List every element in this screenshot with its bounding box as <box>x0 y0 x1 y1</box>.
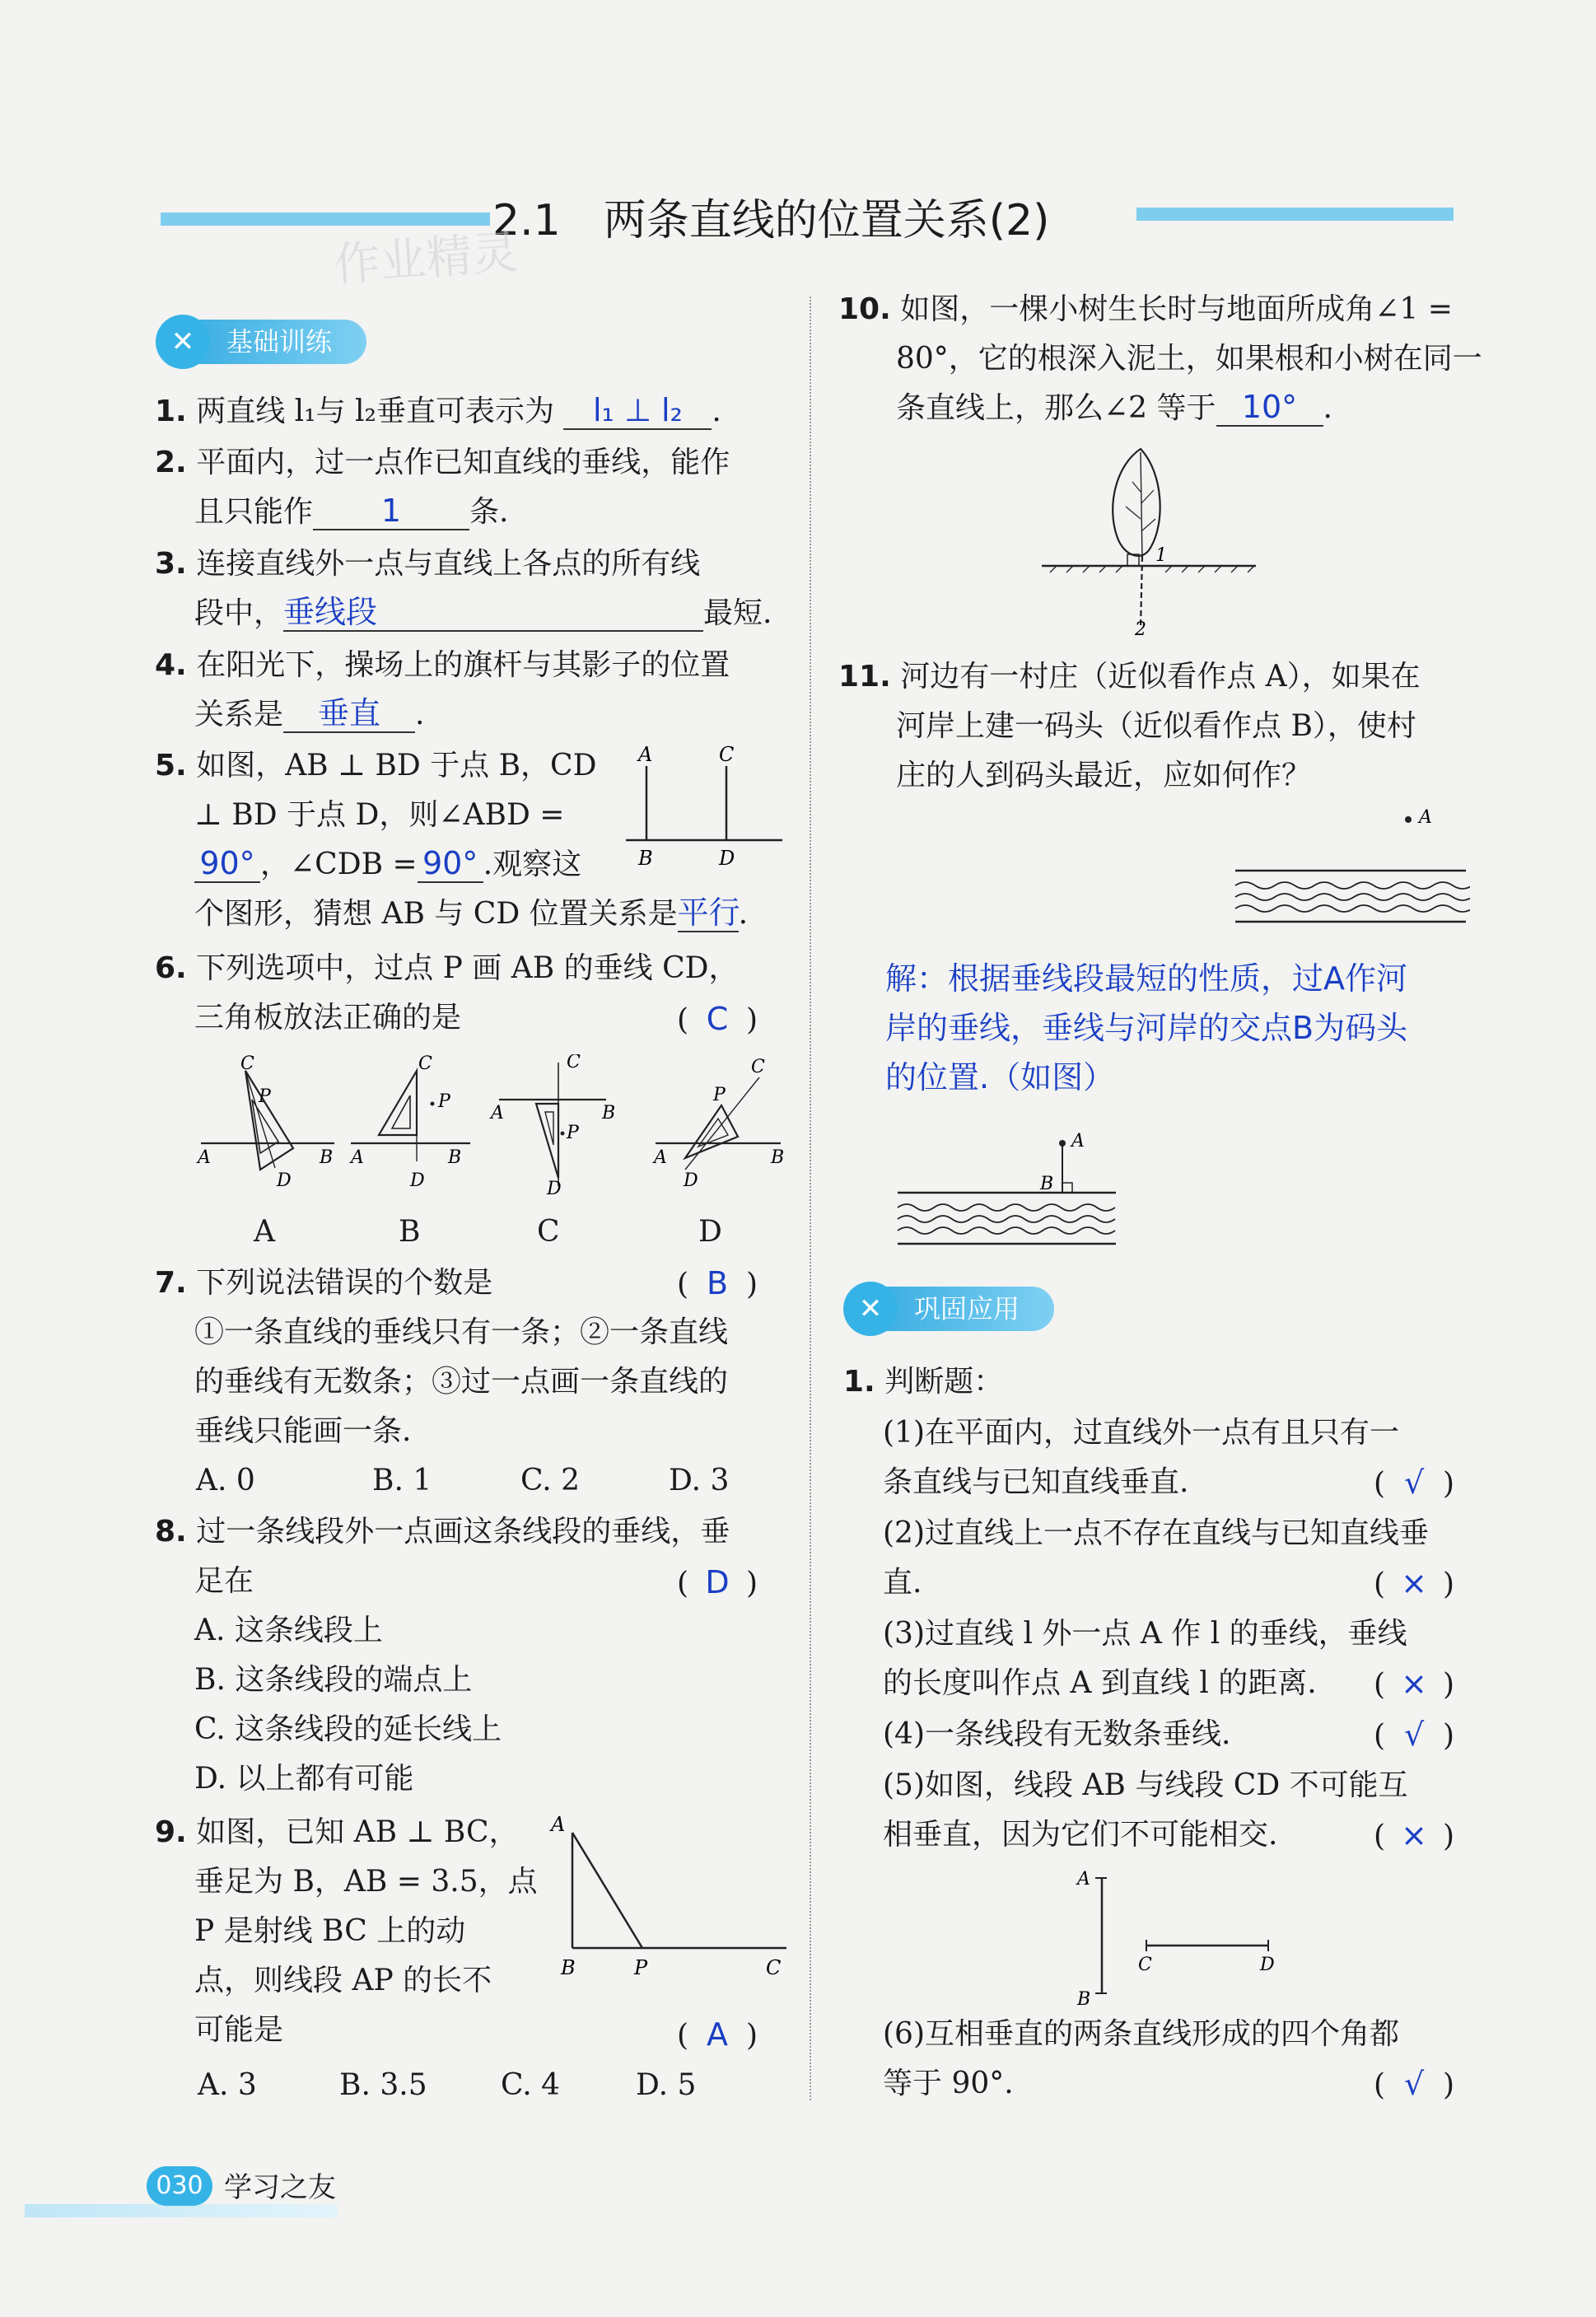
question-9: 9. 如图，已知 AB ⊥ BC， 垂足为 B，AB = 3.5，点 P 是射线 BC 上的动 点，则线段 AP 的长不 可能是 <box>155 1815 538 2047</box>
question-7-options: A. 0 B. 1 C. 2 D. 3 <box>196 1464 730 1497</box>
judge-title: 1. 判断题： <box>843 1365 1004 1399</box>
svg-text:A: A <box>551 1813 566 1836</box>
question-6: 6. 下列选项中，过点 P 画 AB 的垂线 CD， 三角板放法正确的是 <box>155 951 739 1035</box>
svg-text:P: P <box>259 1086 271 1107</box>
option-d-figure <box>652 1057 784 1191</box>
svg-text:B: B <box>602 1103 616 1123</box>
svg-text:P: P <box>567 1123 579 1143</box>
question-2: 2. 平面内，过一点作已知直线的垂线，能作 且只能作 1 条. <box>155 446 730 529</box>
figure-q10 <box>1042 441 1256 638</box>
section-badge-apply: ✕ 巩固应用 <box>848 1287 1054 1331</box>
answer-3: 垂线段 <box>283 594 703 632</box>
svg-text:B: B <box>561 1956 576 1979</box>
solution-11: 解：根据垂线段最短的性质，过A作河 岸的垂线，垂线与河岸的交点B为码头 的位置.（如图） <box>885 960 1408 1095</box>
question-8: 8. 过一条线段外一点画这条线段的垂线，垂 足在 A. 这条线段上 B. 这条线段的端点上 C. 这条线段的延长线上 D. 以上都有可能 <box>155 1515 730 1796</box>
svg-text:D: D <box>684 1170 698 1191</box>
option-a-figure <box>196 1054 334 1191</box>
svg-text:B: B <box>320 1147 334 1168</box>
question-10: 10. 如图，一棵小树生长时与地面所成角∠1 = 80°，它的根深入泥土，如果根和小树在同一 条直线上，那么∠2 等于 10° . <box>838 292 1482 425</box>
figure-judge-5 <box>1071 1863 1301 2011</box>
section-apply-icon: ✕ <box>843 1282 898 1336</box>
judge-answer-5: ( × ) <box>1374 1817 1455 1853</box>
svg-text:2: 2 <box>1135 619 1146 638</box>
watermark: 作业精灵 <box>332 226 520 292</box>
svg-text:D: D <box>277 1170 292 1191</box>
question-7-answer: ( B ) <box>677 1265 758 1301</box>
svg-text:C: C <box>567 1054 581 1072</box>
answer-1: l₁ ⊥ l₂ <box>563 392 712 430</box>
question-3: 3. 连接直线外一点与直线上各点的所有线 段中，垂线段 最短. <box>155 547 772 630</box>
svg-text:D: D <box>410 1170 425 1191</box>
option-c-figure <box>489 1054 615 1199</box>
q6-option-b: B <box>399 1215 421 1249</box>
svg-text:A: A <box>1071 1131 1085 1151</box>
option-b-figure <box>349 1054 470 1191</box>
svg-text:C: C <box>1138 1955 1152 1975</box>
question-8-answer: ( D ) <box>677 1564 758 1600</box>
svg-text:C: C <box>418 1054 432 1074</box>
answer-5a: 90° <box>194 845 260 883</box>
svg-text:B: B <box>771 1147 785 1168</box>
section-basic-icon: ✕ <box>156 315 210 369</box>
judge-answer-6: ( √ ) <box>1374 2066 1455 2102</box>
judge-answer-2: ( × ) <box>1374 1565 1455 1601</box>
svg-text:P: P <box>713 1085 726 1105</box>
column-separator <box>810 297 811 2100</box>
svg-text:P: P <box>634 1956 648 1979</box>
judge-item-5: (5)如图，线段 AB 与线段 CD 不可能互 相垂直，因为它们不可能相交. <box>883 1768 1408 1852</box>
section-badge-basic: ✕ 基础训练 <box>161 320 366 364</box>
footer-brand: 学习之友 <box>224 2171 336 2204</box>
svg-text:D: D <box>547 1179 562 1199</box>
svg-text:B: B <box>1077 1989 1091 2010</box>
q6-option-c: C <box>537 1215 560 1249</box>
figure-q9 <box>548 1808 795 1989</box>
svg-text:D: D <box>1260 1955 1275 1975</box>
label-C: C <box>719 743 735 766</box>
figure-q11-solution <box>894 1127 1124 1254</box>
svg-text:A: A <box>351 1147 364 1168</box>
page-number: 030 <box>147 2166 212 2206</box>
question-7: 7. 下列说法错误的个数是 ①一条直线的垂线只有一条；②一条直线 的垂线有无数条；③过一点画一条直线的 垂线只能画一条. <box>155 1266 729 1448</box>
svg-text:B: B <box>448 1147 462 1168</box>
svg-text:C: C <box>766 1956 782 1979</box>
label-A: A <box>638 743 653 766</box>
svg-text:A: A <box>198 1147 211 1168</box>
question-9-options: A. 3 B. 3.5 C. 4 D. 5 <box>198 2068 697 2102</box>
answer-10: 10° <box>1216 389 1323 427</box>
svg-text:1: 1 <box>1155 545 1167 566</box>
judge-answer-4: ( √ ) <box>1374 1717 1455 1753</box>
question-1: 1. 两直线 l₁与 l₂垂直可表示为 l₁ ⊥ l₂ . <box>155 392 721 428</box>
answer-5b: 90° <box>418 845 483 883</box>
question-5: 5. 如图，AB ⊥ BD 于点 B，CD ⊥ BD 于点 D，则∠ABD = 90° ，∠CDB = 90° .观察这 个图形，猜想 AB 与 CD 位置关系是平行. <box>155 749 749 931</box>
svg-text:A: A <box>1077 1869 1090 1890</box>
question-4: 4. 在阳光下，操场上的旗杆与其影子的位置 关系是 垂直 . <box>155 648 730 731</box>
question-11: 11. 河边有一村庄（近似看作点 A），如果在 河岸上建一码头（近似看作点 B），使村 庄的人到码头最近，应如何作？ <box>838 660 1421 792</box>
page-title: 2.1 两条直线的位置关系(2) <box>492 196 1050 245</box>
judge-answer-1: ( √ ) <box>1374 1464 1455 1501</box>
figure-q11-river <box>1231 803 1470 935</box>
answer-5c: 平行 <box>677 895 740 931</box>
svg-text:A: A <box>491 1103 504 1123</box>
q6-option-labels <box>0 1208 791 1257</box>
svg-text:P: P <box>438 1091 450 1112</box>
judge-item-2: (2)过直线上一点不存在直线与已知直线垂 直. <box>883 1516 1429 1600</box>
svg-text:A: A <box>654 1147 667 1168</box>
svg-text:C: C <box>751 1057 765 1077</box>
q6-option-d: D <box>698 1215 722 1249</box>
question-6-answer: ( C ) <box>677 1001 758 1037</box>
svg-text:A: A <box>1419 807 1432 828</box>
answer-2: 1 <box>313 493 469 530</box>
figure-q6 <box>194 1054 787 1203</box>
answer-4: 垂直 <box>283 695 415 733</box>
title-bar-right <box>1136 208 1454 221</box>
label-B: B <box>638 847 653 870</box>
svg-text:B: B <box>1040 1174 1054 1194</box>
question-9-answer: ( A ) <box>677 2016 758 2053</box>
judge-item-3: (3)过直线 l 外一点 A 作 l 的垂线，垂线 的长度叫作点 A 到直线 l 的距离. <box>883 1617 1407 1700</box>
q6-option-a: A <box>254 1215 275 1249</box>
svg-text:C: C <box>240 1054 254 1074</box>
judge-item-4: (4)一条线段有无数条垂线. <box>883 1717 1231 1751</box>
judge-answer-3: ( × ) <box>1374 1665 1455 1702</box>
judge-item-1: (1)在平面内，过直线外一点有且只有一 条直线与已知直线垂直. <box>883 1416 1399 1499</box>
judge-item-6: (6)互相垂直的两条直线形成的四个角都 等于 90°. <box>883 2017 1399 2100</box>
label-D: D <box>719 847 735 870</box>
figure-q5 <box>626 741 791 873</box>
